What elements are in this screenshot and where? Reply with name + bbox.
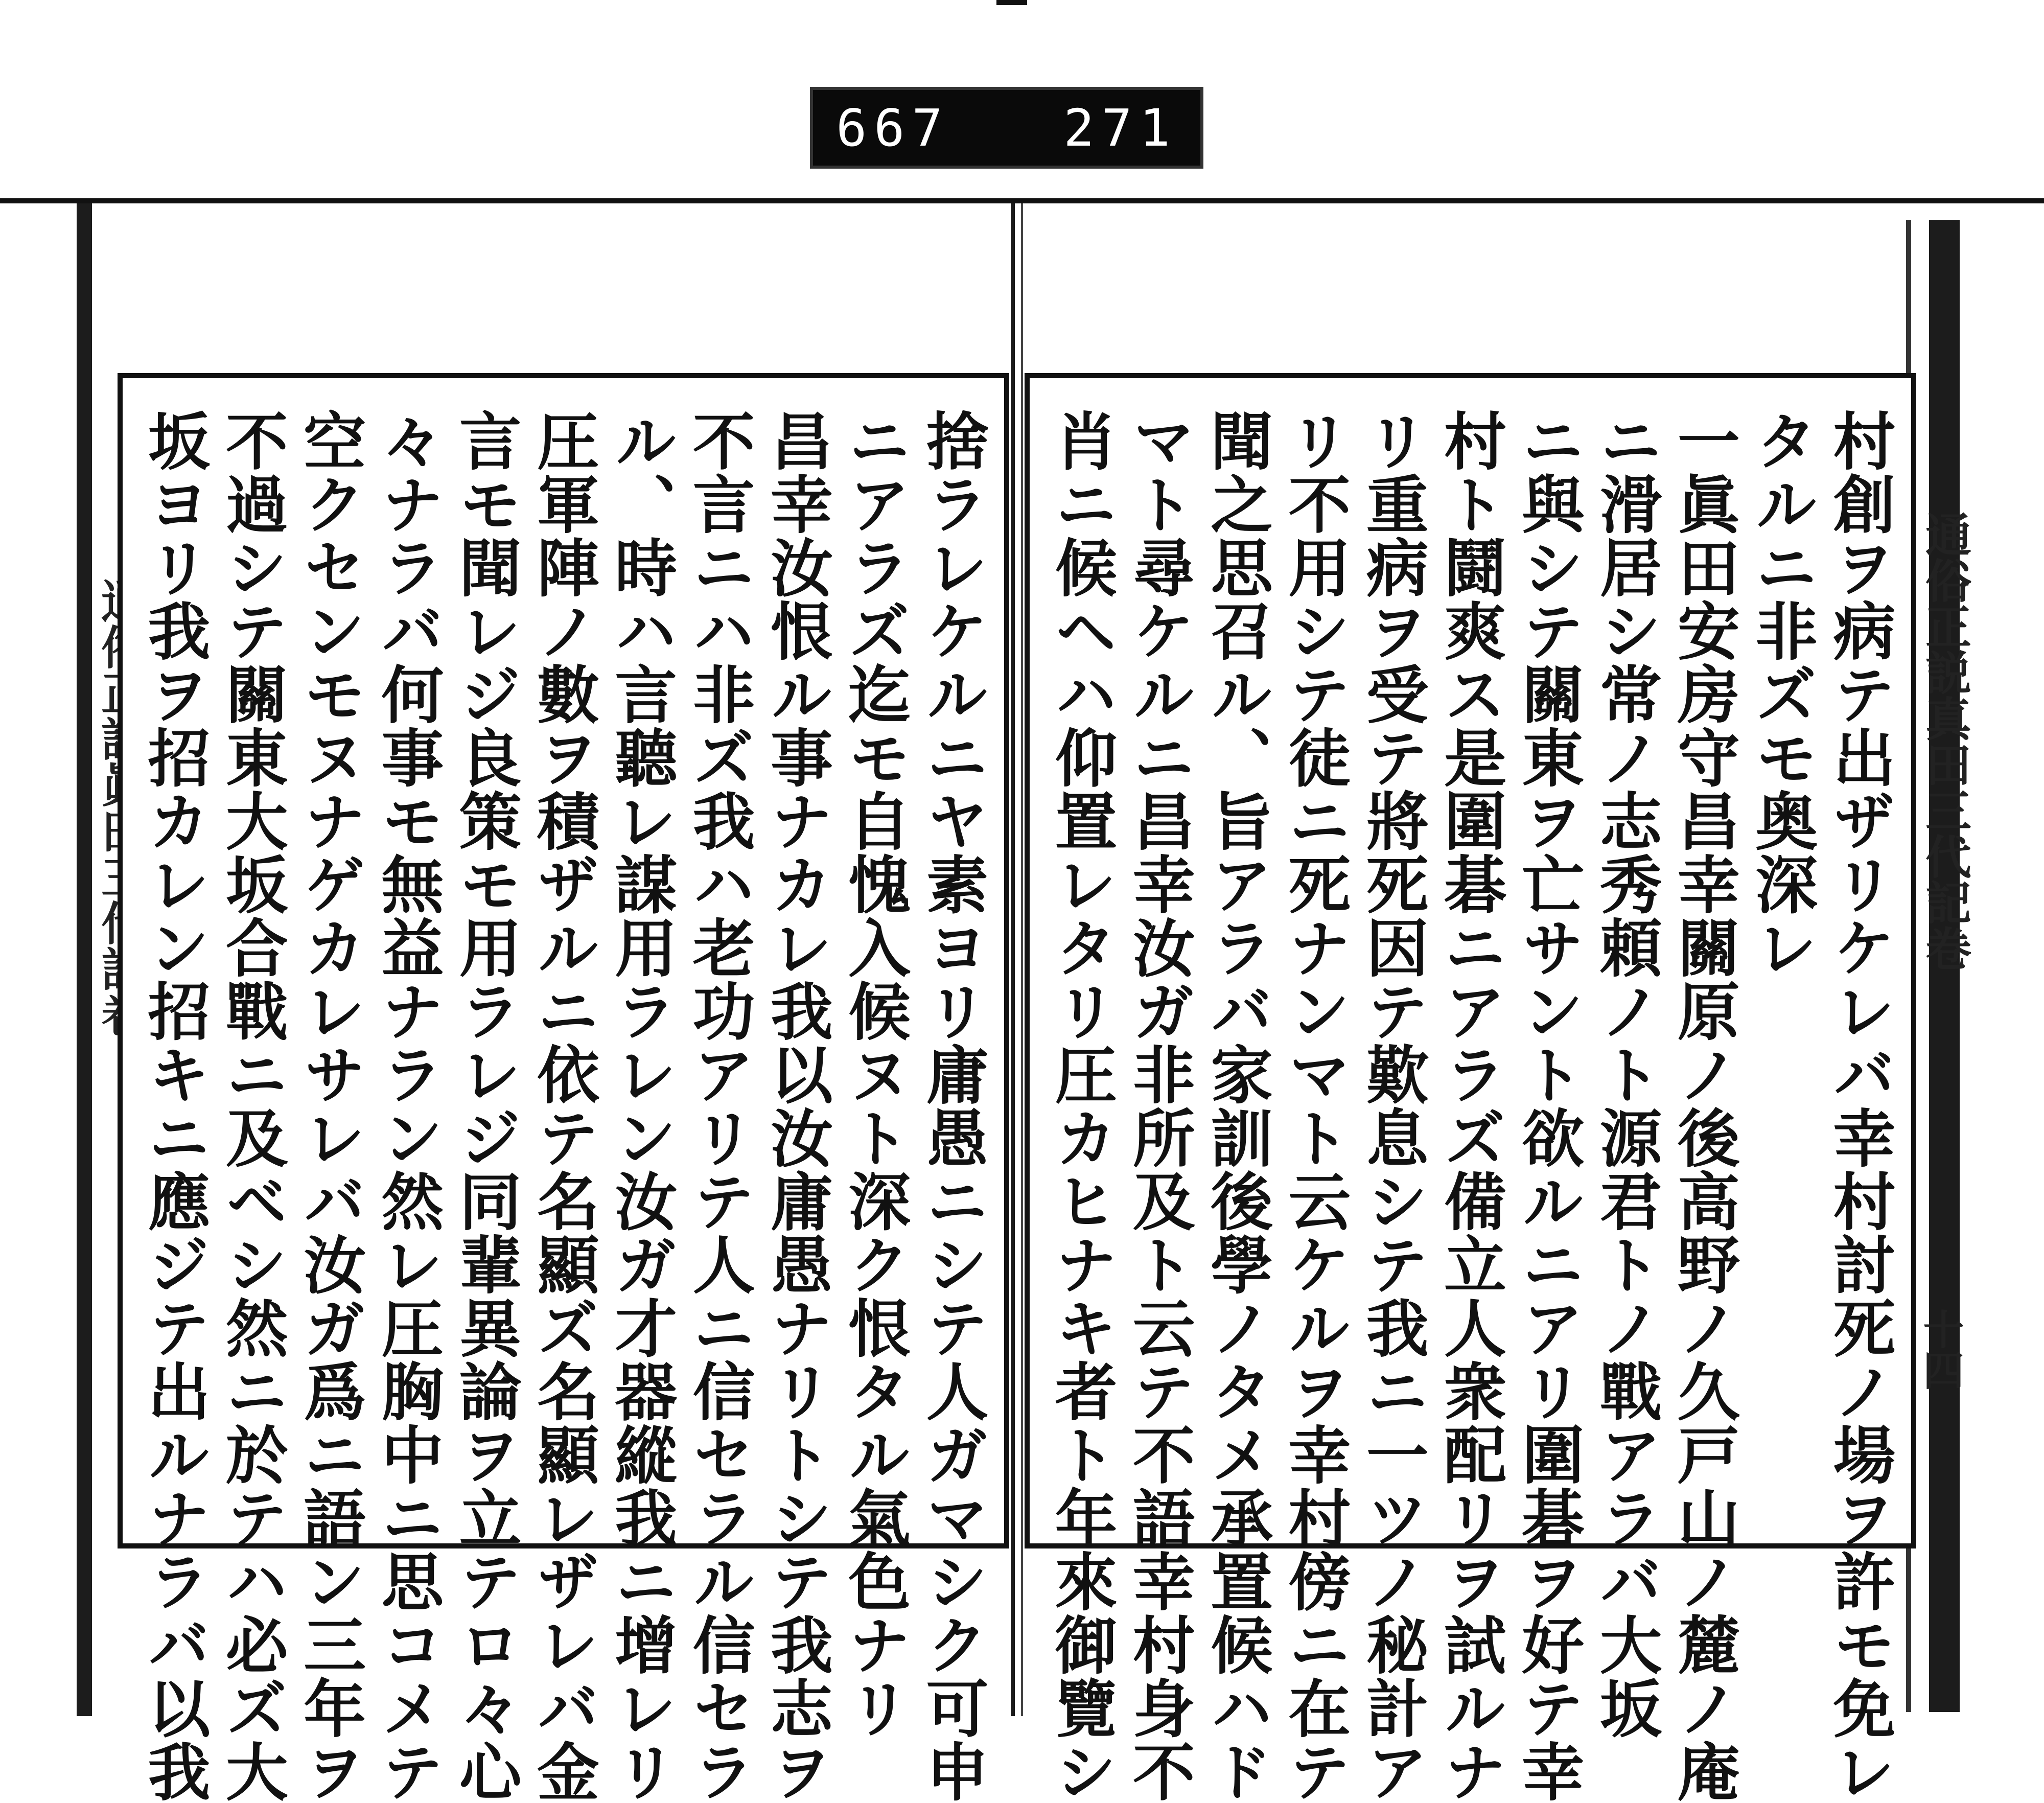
text-column: 昌幸汝恨ル事ナカレ我以汝庸愚ナリトシテ我志ヲ <box>760 409 834 1803</box>
text-column: ニアラズ迄モ自愧入候ヌト深ク恨タル氣色ナリ <box>838 409 912 1740</box>
text-column: 捨ラレケルニヤ素ヨリ庸愚ニシテ人ガマシク可申 <box>915 409 989 1803</box>
text-column: 聞之思召ル、旨アラバ家訓後學ノタメ承置候ハド <box>1200 409 1274 1803</box>
text-column: 圧軍陣ノ數ヲ積ザルニ依テ名顯ズ名顯レザレバ金 <box>526 409 600 1803</box>
page-number: 十四 <box>1916 1308 1964 1390</box>
microfilm-frame-label: 667 271 <box>810 87 1203 169</box>
left-page <box>118 373 1009 1803</box>
text-column: ニ與シテ關東ヲ亡サント欲ルニアリ圍碁ヲ好テ幸 <box>1511 409 1585 1803</box>
text-column: リ不用シテ徒ニ死ナンマト云ケルヲ幸村傍ニ在テ <box>1278 409 1352 1803</box>
book-spine-shadow <box>1021 203 1023 1716</box>
top-tick-mark <box>996 0 1027 5</box>
book-spine <box>1011 203 1015 1716</box>
right-page-columns <box>1044 409 1896 1803</box>
right-page <box>1025 373 1916 1803</box>
text-column: 不過シテ關東大坂合戰ニ及ベシ然ニ於テハ必ズ大 <box>215 409 289 1803</box>
top-rule <box>0 198 2044 203</box>
left-page-columns <box>137 409 989 1803</box>
text-column: タルニ非ズモ奥深レ <box>1745 409 1819 979</box>
text-column: 不言ニハ非ズ我ハ老功アリテ人ニ信セラル信セラ <box>682 409 756 1803</box>
text-column: 言モ聞レジ良策モ用ラレジ同輩異論ヲ立テロ々心 <box>449 409 523 1803</box>
text-column: 坂ヨリ我ヲ招カレン招キニ應ジテ出ルナラバ以我 <box>137 409 211 1803</box>
text-column: マト尋ケルニ昌幸汝ガ非所及ト云テ不語幸村身不 <box>1122 409 1196 1803</box>
text-column: 肖ニ候ヘハ仰置レタリ圧カヒナキ者ト年來御覽シ <box>1044 409 1118 1803</box>
text-column: ル、時ハ言聽レ謀用ラレン汝ガ才器縱我ニ增レリ <box>604 409 678 1803</box>
text-column: 々ナラバ何事モ無益ナラン然レ圧胸中ニ思コメテ <box>370 409 445 1803</box>
text-column: 一眞田安房守昌幸關原ノ後高野ノ久戸山ノ麓ノ庵 <box>1667 409 1741 1803</box>
right-margin-title: 通俗正説真田三代記卷 <box>1917 511 1971 971</box>
text-column: 村ト鬪爽ス是圍碁ニアラズ備立人衆配リヲ試ルナ <box>1433 409 1507 1803</box>
text-column: リ重病ヲ受テ將死因テ歎息シテ我ニ一ツノ秘計ア <box>1356 409 1430 1803</box>
text-column: 空クセンモヌナゲカレサレバ汝ガ爲ニ語ン三年ヲ <box>293 409 367 1803</box>
text-column: 村創ヲ病テ出ザリケレバ幸村討死ノ場ヲ許モ免レ <box>1822 409 1896 1803</box>
text-column: ニ滑居シ常ノ志秀頼ノト源君トノ戰アラバ大坂 <box>1589 409 1663 1740</box>
